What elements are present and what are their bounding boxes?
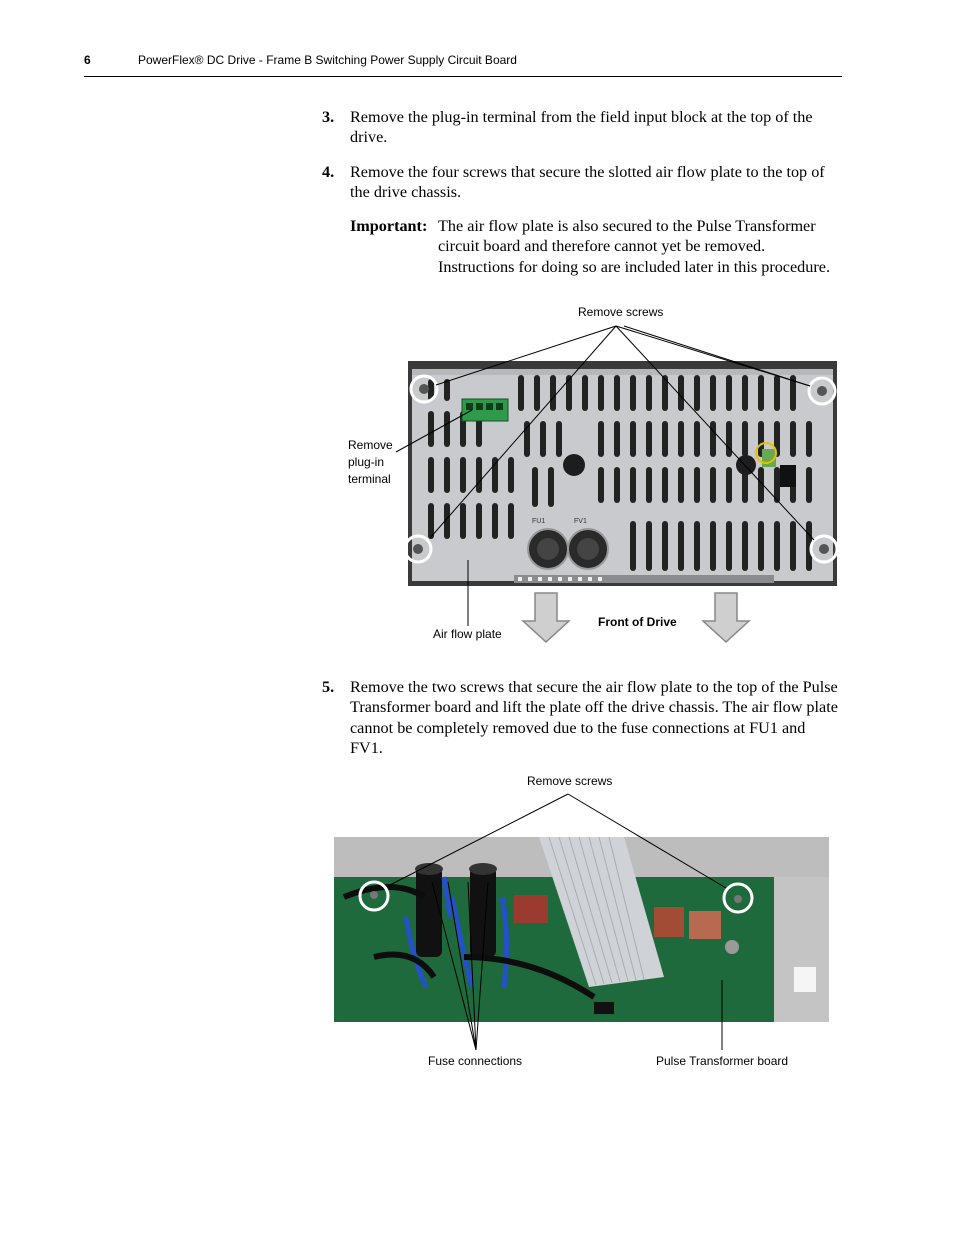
page-number: 6: [84, 53, 91, 67]
important-text: The air flow plate is also secured to the Pulse Transformer circuit board and therefore cannot yet be removed. Instructions for doing so are included later in this procedure.: [438, 217, 830, 276]
page-header: [84, 52, 842, 77]
callout-fuse-connections: Fuse connections: [428, 1054, 523, 1068]
step-number: 5.: [322, 678, 335, 696]
step-3: [322, 107, 842, 148]
step-number: 3.: [322, 108, 335, 126]
step-5: [322, 677, 842, 759]
step-text: Remove the two screws that secure the air flow plate to the top of the Pulse Transformer board and lift the plate off the drive chassis. The air flow plate cannot be completely removed due to the fuse connections at FU1 and FV1.: [350, 678, 838, 758]
step-text: Remove the plug-in terminal from the field input block at the top of the drive.: [350, 108, 813, 147]
step-number: 4.: [322, 163, 335, 181]
callout-air-flow-plate: Air flow plate: [433, 627, 502, 641]
important-label: Important:: [350, 217, 428, 235]
pulse-transformer-photo: [334, 837, 829, 1022]
fuse-label-fu1: FU1: [532, 518, 546, 525]
important-note: [350, 216, 845, 277]
callout-line: terminal: [348, 472, 391, 486]
down-arrow-left: [523, 593, 569, 642]
running-title: PowerFlex® DC Drive - Frame B Switching Power Supply Circuit Board: [138, 53, 517, 67]
fuse-label-fv1: FV1: [574, 518, 587, 525]
callout-line: Remove: [348, 438, 393, 452]
down-arrow-right: [703, 593, 749, 642]
callout-remove-screws-1: Remove screws: [578, 305, 664, 319]
step-text: Remove the four screws that secure the slotted air flow plate to the top of the drive chassis.: [350, 163, 825, 202]
drive-top-photo: [408, 361, 837, 586]
callout-line: plug-in: [348, 455, 385, 469]
step-4: [322, 162, 842, 203]
callout-pulse-transformer-board: Pulse Transformer board: [656, 1054, 789, 1068]
callout-plugin-terminal: [348, 437, 393, 488]
callout-remove-screws-2: Remove screws: [527, 774, 613, 788]
callout-front-of-drive: Front of Drive: [598, 615, 677, 629]
